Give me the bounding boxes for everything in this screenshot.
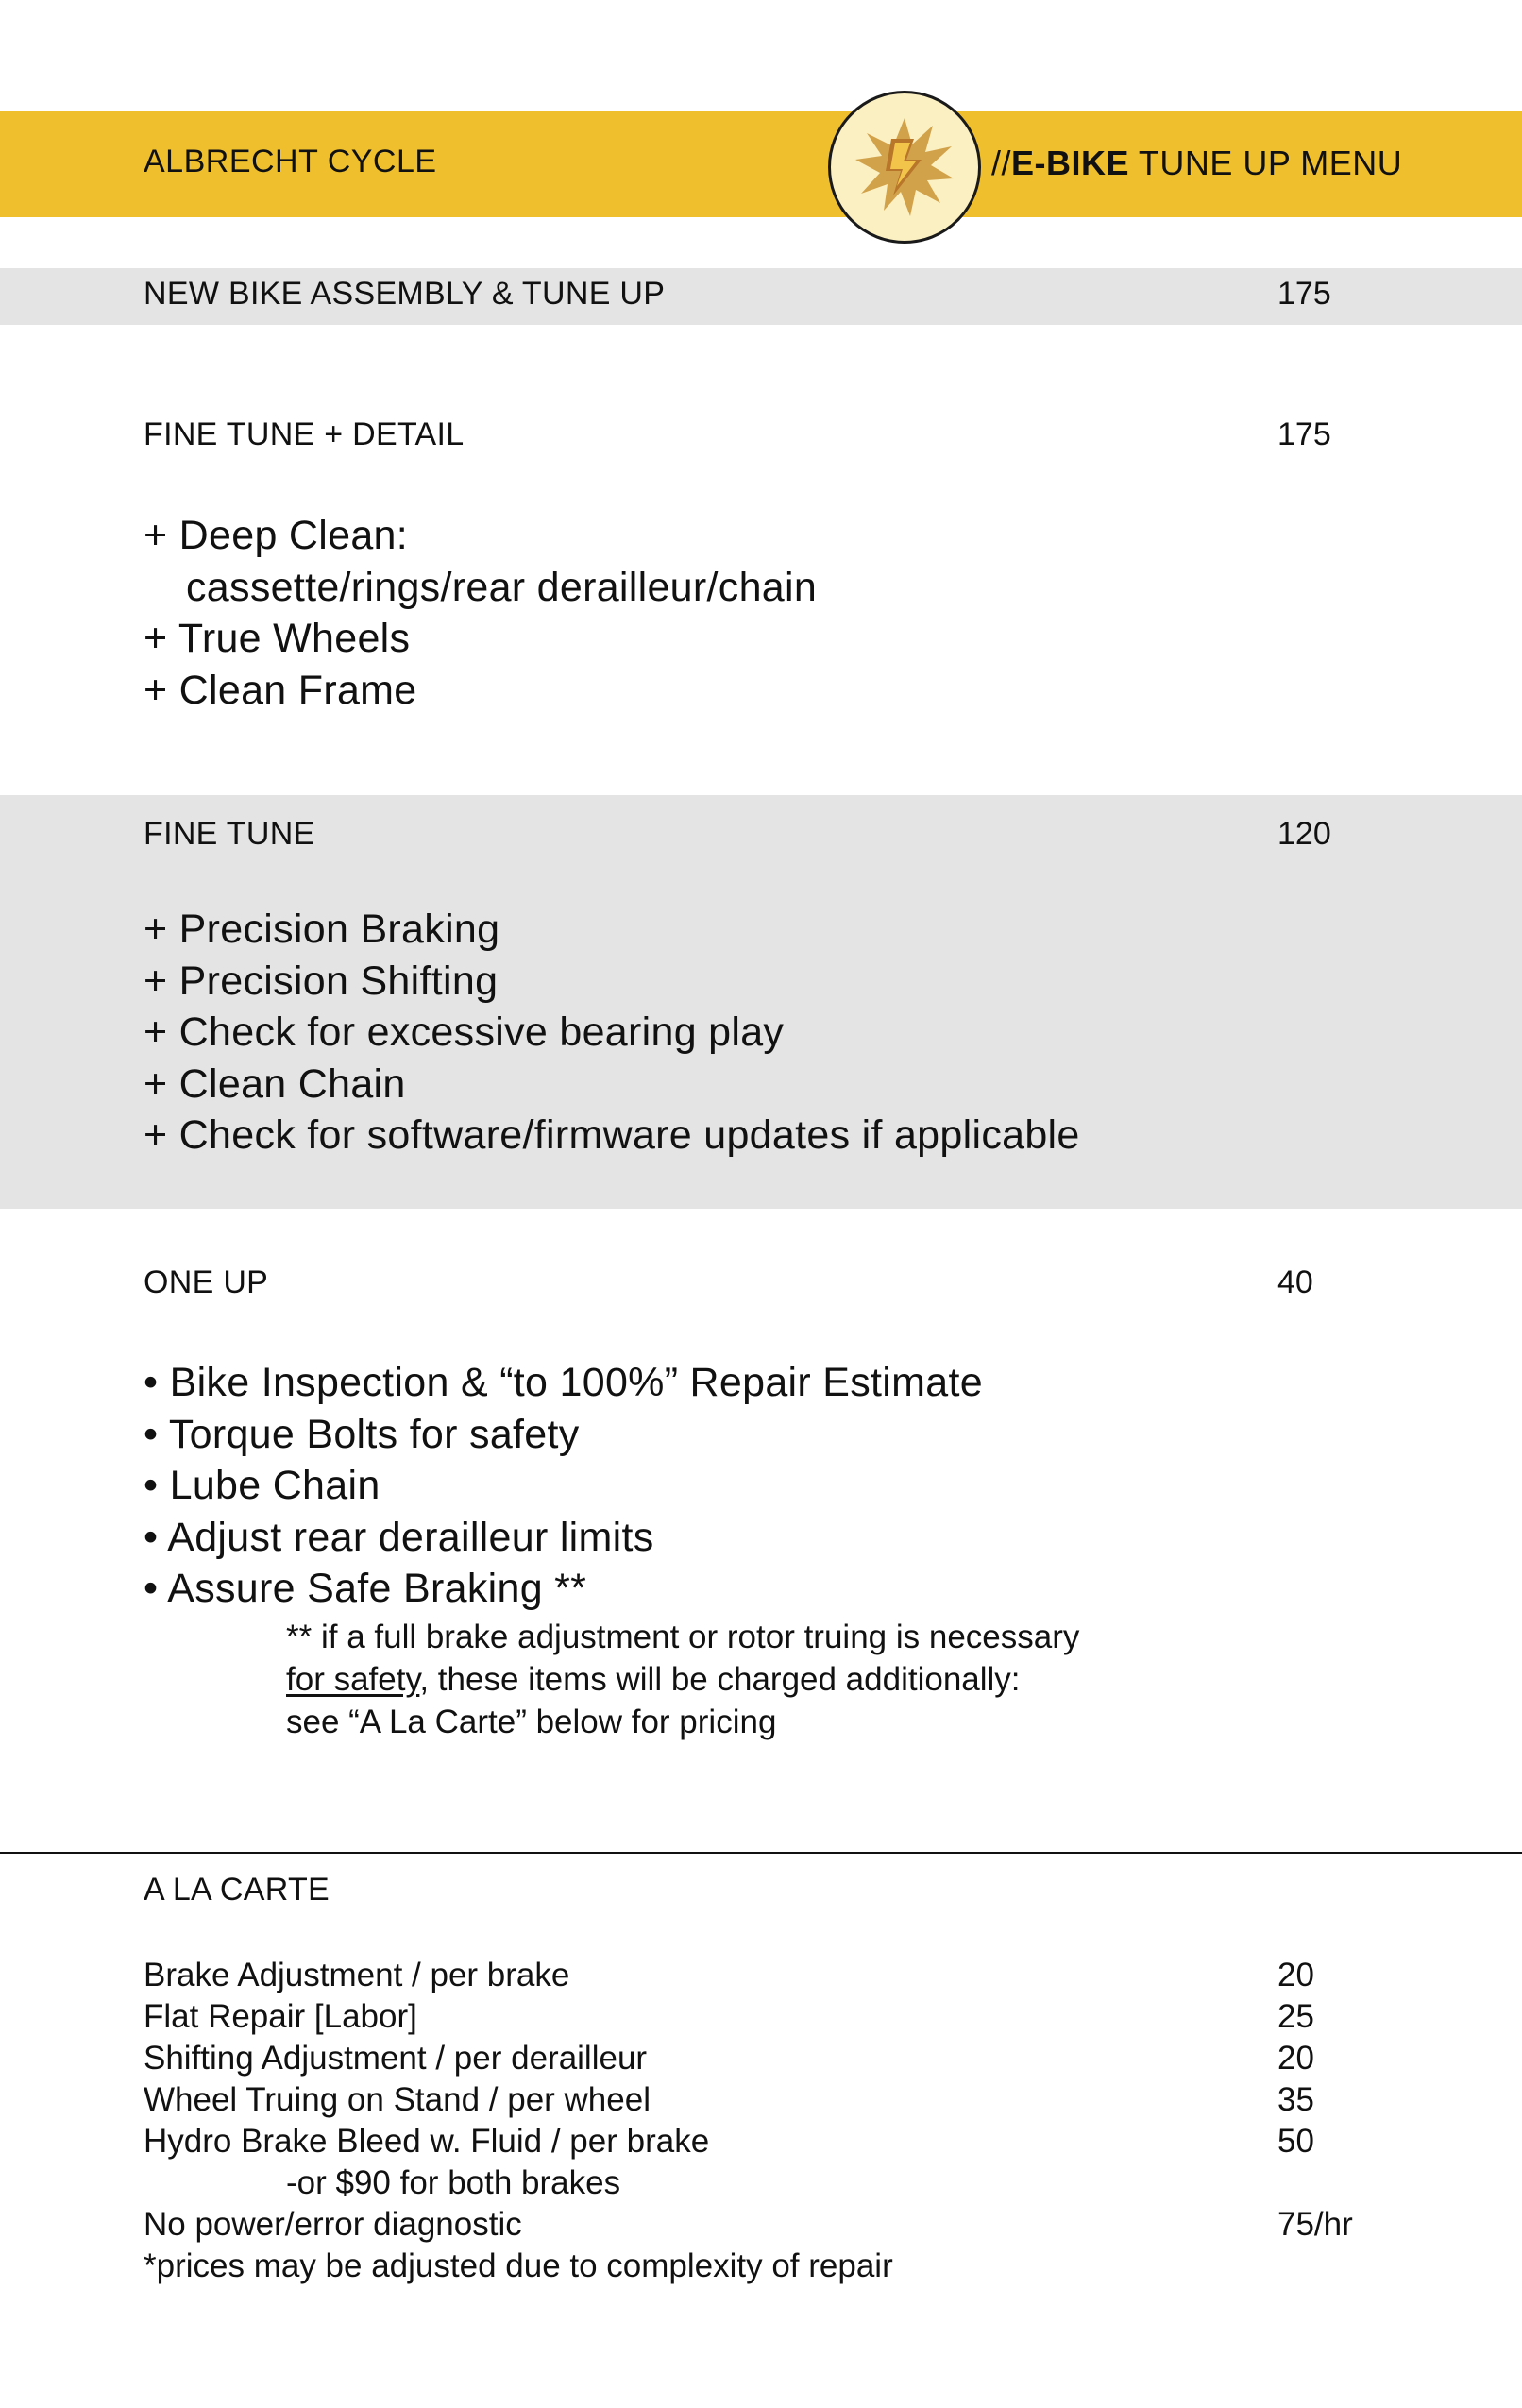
list-item: + Check for software/firmware updates if applicable (144, 1112, 1080, 1158)
a-la-carte-label: Flat Repair [Labor] (144, 1998, 417, 2035)
a-la-carte-label: Shifting Adjustment / per derailleur (144, 2040, 648, 2077)
list-item: + Precision Braking (144, 907, 500, 952)
menu-title (991, 144, 1402, 183)
service-item-list (144, 904, 1080, 1162)
menu-title-prefix: // (991, 144, 1012, 182)
list-item: cassette/rings/rear derailleur/chain (186, 564, 818, 610)
list-item: • Torque Bolts for safety (144, 1411, 580, 1457)
service-title: FINE TUNE (144, 816, 315, 852)
a-la-carte-price: 20 (1277, 2040, 1314, 2077)
a-la-carte-label: Hydro Brake Bleed w. Fluid / per brake (144, 2123, 710, 2160)
service-price: 40 (1277, 1264, 1313, 1300)
logo-badge (828, 91, 981, 244)
a-la-carte-price: 20 (1277, 1957, 1314, 1993)
a-la-carte-sublabel: -or $90 for both brakes (286, 2164, 621, 2201)
a-la-carte-price: 35 (1277, 2081, 1314, 2118)
a-la-carte-price: 50 (1277, 2123, 1314, 2160)
a-la-carte-label: No power/error diagnostic (144, 2206, 522, 2243)
footnote-line-rest: , these items will be charged additionally: (419, 1661, 1021, 1698)
list-item: + Check for excessive bearing play (144, 1009, 785, 1055)
list-item: • Assure Safe Braking ** (144, 1566, 587, 1611)
braking-footnote (286, 1616, 1079, 1743)
lightning-bolt-starburst-icon (831, 93, 978, 241)
service-price: 175 (1277, 276, 1331, 312)
service-price: 175 (1277, 416, 1331, 452)
pricing-footnote: *prices may be adjusted due to complexity of repair (144, 2247, 893, 2284)
list-item: • Lube Chain (144, 1463, 380, 1508)
list-item: • Bike Inspection & “to 100%” Repair Estimate (144, 1360, 983, 1405)
a-la-carte-label: Brake Adjustment / per brake (144, 1957, 570, 1993)
menu-title-bold: E-BIKE (1011, 144, 1130, 182)
brand-name: ALBRECHT CYCLE (144, 144, 437, 179)
a-la-carte-label: Wheel Truing on Stand / per wheel (144, 2081, 651, 2118)
footnote-line: ** if a full brake adjustment or rotor truing is necessary (286, 1619, 1080, 1655)
list-item: + Precision Shifting (144, 958, 499, 1004)
menu-title-rest: TUNE UP MENU (1129, 144, 1403, 182)
list-item: + Clean Frame (144, 667, 417, 713)
footnote-underlined: for safety (286, 1661, 420, 1698)
service-price: 120 (1277, 816, 1331, 852)
service-title: ONE UP (144, 1264, 269, 1300)
service-item-list (144, 510, 817, 716)
a-la-carte-title: A LA CARTE (144, 1872, 330, 1908)
list-item: • Adjust rear derailleur limits (144, 1514, 654, 1560)
footnote-line: see “A La Carte” below for pricing (286, 1704, 777, 1740)
section-divider (0, 1852, 1522, 1854)
service-item-list (144, 1357, 983, 1615)
list-item: + Deep Clean: (144, 513, 408, 558)
service-title: NEW BIKE ASSEMBLY & TUNE UP (144, 276, 666, 312)
list-item: + True Wheels (144, 616, 411, 661)
a-la-carte-price: 75/hr (1277, 2206, 1353, 2243)
list-item: + Clean Chain (144, 1060, 406, 1107)
a-la-carte-price: 25 (1277, 1998, 1314, 2035)
service-title: FINE TUNE + DETAIL (144, 416, 465, 452)
footnote-line (286, 1658, 1079, 1701)
